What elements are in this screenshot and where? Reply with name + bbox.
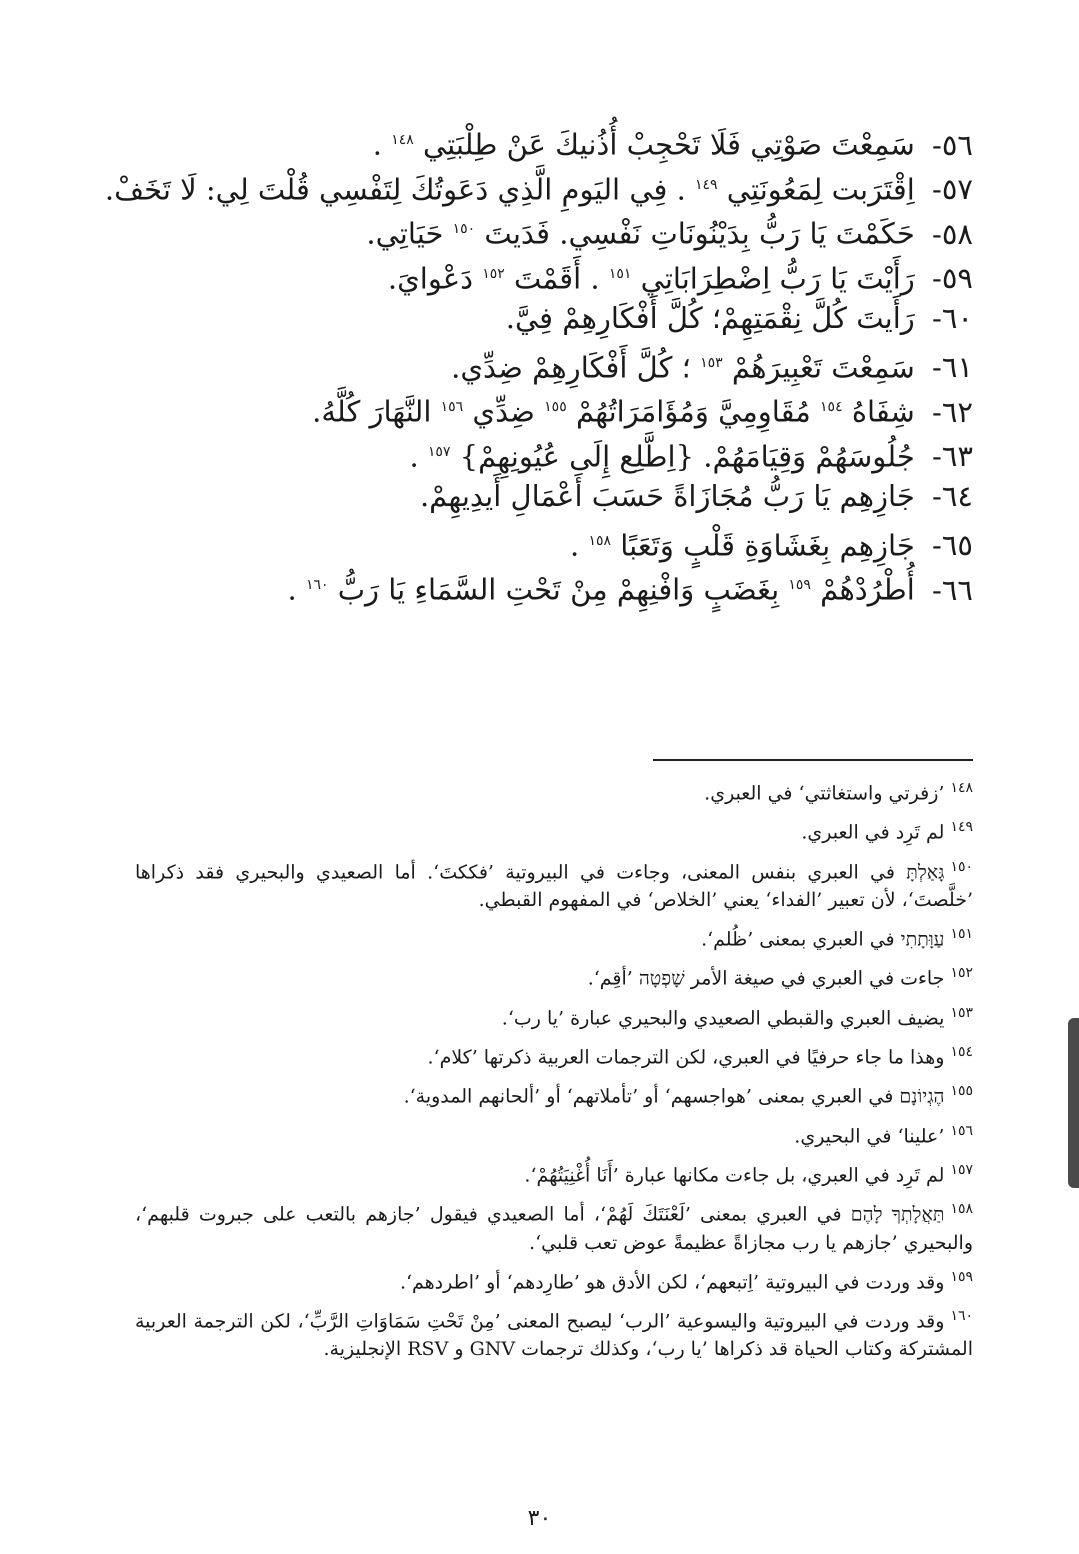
- footnote-ref[interactable]: ١٤٩: [695, 176, 718, 193]
- verse-line: [133, 474, 973, 519]
- viewer-scroll-handle[interactable]: [1068, 1018, 1079, 1188]
- footnote: [135, 1038, 973, 1071]
- verse-line: [133, 252, 973, 297]
- footnote-number: ١٤٩: [950, 819, 973, 836]
- footnote-text: وهذا ما جاء حرفيًا في العبري، لكن الترجمات العربية ذكرتها ’كلام‘.: [427, 1046, 945, 1069]
- verse-text-tail: النَّهَارَ كُلَّهُ.: [312, 394, 432, 429]
- footnote-text: הֶגְיוֹנָם في العبري بمعنى ’هواجسهم‘ أو ’تأملاتهم‘ أو ’ألحانهم المدوية‘.: [403, 1085, 945, 1108]
- verse-line: [133, 519, 973, 564]
- footnote-text: لم تَرِد في العبري، بل جاءت مكانها عبارة ’أَنَا أُغْنِيَتُهُمْ‘.: [524, 1164, 945, 1187]
- verse-text-tail: . أَقَمْتَ: [514, 261, 600, 296]
- footnote-ref[interactable]: ١٤٨: [391, 132, 414, 148]
- verse-text: اِقْتَرَبت لِمَعُونَتِي: [726, 172, 915, 207]
- verse-number: ٦٣-: [932, 439, 973, 474]
- verse-text-tail: ضِدِّي: [472, 394, 535, 429]
- footnote-ref[interactable]: ١٥٧: [427, 443, 451, 460]
- verse-line: [133, 207, 973, 252]
- verse-text-tail: .: [287, 572, 297, 607]
- verse-text: حَكَمْتَ يَا رَبُّ بِدَيْنُونَاتِ نَفْسِي. فَدَيتَ: [484, 216, 915, 251]
- footnote-text: עַוָּתָתִי في العبري بمعنى ’ظُلم‘.: [701, 928, 945, 951]
- footnote-number: ١٥٨: [950, 1201, 973, 1218]
- footnote-text: وقد وردت في البيروتية واليسوعية ’الرب‘ ليصبح المعنى ’مِنْ تَحْتِ سَمَاوَاتِ الرَّبِّ‘، لكن الترجمة العربية المشتركة وكتاب الحياة قد ذكراها ’يا رب‘، وكذلك ترجمات GNV و RSV الإنجليزية.: [135, 1310, 973, 1361]
- footnote: [135, 959, 973, 992]
- footnote-ref[interactable]: ١٥٢: [482, 265, 505, 282]
- footnote-ref[interactable]: ١٥٥: [544, 399, 567, 415]
- footnote-number: ١٤٨: [950, 780, 973, 796]
- verse-text-tail: .: [372, 127, 382, 162]
- verse-text: رَأَيتَ كُلَّ نِقْمَتِهِمْ؛ كُلَّ أَفْكَارِهِمْ فِيَّ.: [505, 301, 915, 335]
- verse-text-tail: مُقَاوِمِيَّ وَمُؤَامَرَاتُهُمْ: [575, 394, 811, 429]
- footnote-ref[interactable]: ١٥٠: [452, 221, 476, 237]
- verse-line: [133, 385, 973, 430]
- footnote: [135, 813, 973, 846]
- verse-line: [133, 341, 973, 386]
- footnote-text: גָּאַלְתָּ في العبري بنفس المعنى، وجاءت في البيروتية ’فككتَ‘. أما الصعيدي والبحيري فقد ذكراها ’خلَّصتَ‘، لأن تعبير ’الفداء‘ يعني ’الخلاص‘ في المفهوم القبطي.: [135, 860, 973, 911]
- footnote-number: ١٦٠: [950, 1307, 973, 1324]
- footnote: [135, 853, 973, 914]
- footnote-ref[interactable]: ١٥٣: [700, 354, 723, 371]
- footnote-text: ’زفرتي واستغاثتي‘ في العبري.: [704, 782, 945, 805]
- verse-number: ٦٢-: [932, 394, 973, 429]
- footnote-number: ١٥٣: [950, 1004, 973, 1021]
- footnote: [135, 1263, 973, 1296]
- footnote-text: وقد وردت في البيروتية ’اِتبعهم‘، لكن الأدق هو ’طارِدهم‘ أو ’اطردهم‘.: [399, 1270, 945, 1293]
- footnote-number: ١٥٧: [950, 1161, 973, 1178]
- footnote: [135, 1302, 973, 1363]
- footnote-ref[interactable]: ١٥١: [608, 265, 632, 282]
- footnote-text: תַּאֲלָתְךָ לָהֶם في العبري بمعنى ’لَعْنَتَكَ لَهُمْ‘، أما الصعيدي فيقول ’جازهم بالتعب على جبروت قلبهم‘، والبحيري ’جازهم يا رب مجازاةً عظيمةً عوض تعب قلبي‘.: [135, 1203, 973, 1254]
- verse-number: ٥٧-: [932, 172, 973, 207]
- footnote: [135, 774, 973, 807]
- footnote-number: ١٥٤: [950, 1043, 973, 1060]
- footnote-text: لم تَرِد في العبري.: [801, 821, 945, 844]
- verse-text-tail: ؛ كُلَّ أَفْكَارِهِمْ ضِدِّي.: [451, 350, 691, 385]
- verse-text: سَمِعْتَ تَعْبِيرَهُمْ: [731, 350, 915, 385]
- page-number: ٣٠: [527, 1506, 552, 1531]
- verse-list: [104, 118, 973, 608]
- verse-text-tail: دَعْوايَ.: [387, 261, 474, 296]
- verse-number: ٦٦-: [932, 572, 973, 607]
- footnote-text: جاءت في العبري في صيغة الأمر שָׁפְטָה ’أقِم‘.: [587, 967, 945, 990]
- verse-number: ٥٦-: [932, 127, 973, 162]
- footnote-number: ١٥١: [950, 925, 973, 942]
- footnote-ref[interactable]: ١٦٠: [305, 577, 329, 593]
- verse-number: ٦٤-: [932, 479, 973, 513]
- verse-line: [133, 563, 973, 608]
- footnote-ref[interactable]: ١٥٨: [588, 532, 612, 549]
- footnote-text: ’علينا‘ في البحيري.: [794, 1124, 945, 1147]
- verse-text-tail: .: [409, 439, 419, 474]
- footnote: [135, 1077, 973, 1110]
- verse-number: ٥٩-: [932, 261, 973, 296]
- footnote-number: ١٥٩: [950, 1268, 973, 1285]
- footnote: [135, 1117, 973, 1150]
- footnote-number: ١٥٦: [950, 1122, 973, 1139]
- verse-text: شِفَاهُ: [851, 394, 915, 429]
- verse-text: رَأَيْتَ يَا رَبُّ اِضْطِرَابَاتِي: [640, 261, 915, 296]
- verse-text-tail: . فِي اليَومِ الَّذِي دَعَوتُكَ لِتَفْسِي قُلْتَ لِي: لَا تَخَفْ.: [104, 172, 686, 207]
- footnote: [135, 920, 973, 953]
- verse-text: جَازِهِم بِغَشَاوَةِ قَلْبٍ وَتَعَبًا: [620, 528, 915, 563]
- footnote-number: ١٥٥: [950, 1083, 973, 1100]
- verse-text-tail: بِغَضَبٍ وَافْنِهِمْ مِنْ تَحْتِ السَّمَاءِ يَا رَبُّ: [337, 572, 780, 607]
- footnote-number: ١٥٢: [950, 965, 973, 982]
- verse-number: ٦٠-: [932, 301, 973, 335]
- verse-text-tail: حَيَاتِي.: [366, 216, 444, 251]
- footnote-divider: [653, 759, 973, 761]
- footnote-ref[interactable]: ١٥٤: [820, 399, 843, 415]
- footnote: [135, 1156, 973, 1189]
- footnote-list: [135, 774, 973, 1369]
- verse-line: [133, 430, 973, 475]
- verse-line: [133, 296, 973, 341]
- verse-number: ٥٨-: [932, 216, 973, 251]
- footnote-number: ١٥٠: [950, 858, 973, 875]
- verse-number: ٦١-: [932, 350, 973, 385]
- footnote: [135, 1195, 973, 1256]
- verse-text-tail: .: [570, 528, 580, 563]
- verse-line: [133, 118, 973, 163]
- verse-text: جُلُوسَهُمْ وَقِيَامَهُمْ. {اِطَّلِع إِلَى عُيُونِهِمْ}: [459, 439, 915, 474]
- footnote-text: يضيف العبري والقبطي الصعيدي والبحيري عبارة ’يا رب‘.: [501, 1006, 945, 1029]
- footnote: [135, 999, 973, 1032]
- verse-number: ٦٥-: [932, 528, 973, 563]
- footnote-ref[interactable]: ١٥٩: [788, 577, 811, 593]
- verse-text: جَازِهِم يَا رَبُّ مُجَازَاةً حَسَبَ أَعْمَالِ أَيدِيهِمْ.: [419, 479, 915, 513]
- verse-text: أُطْرُدْهُمْ: [820, 572, 915, 607]
- verse-line: [104, 163, 973, 208]
- verse-text: سَمِعْتَ صَوْتِي فَلَا تَحْجِبْ أُذُنيكَ عَنْ طِلْبَتِي: [423, 127, 915, 162]
- footnote-ref[interactable]: ١٥٦: [440, 399, 464, 415]
